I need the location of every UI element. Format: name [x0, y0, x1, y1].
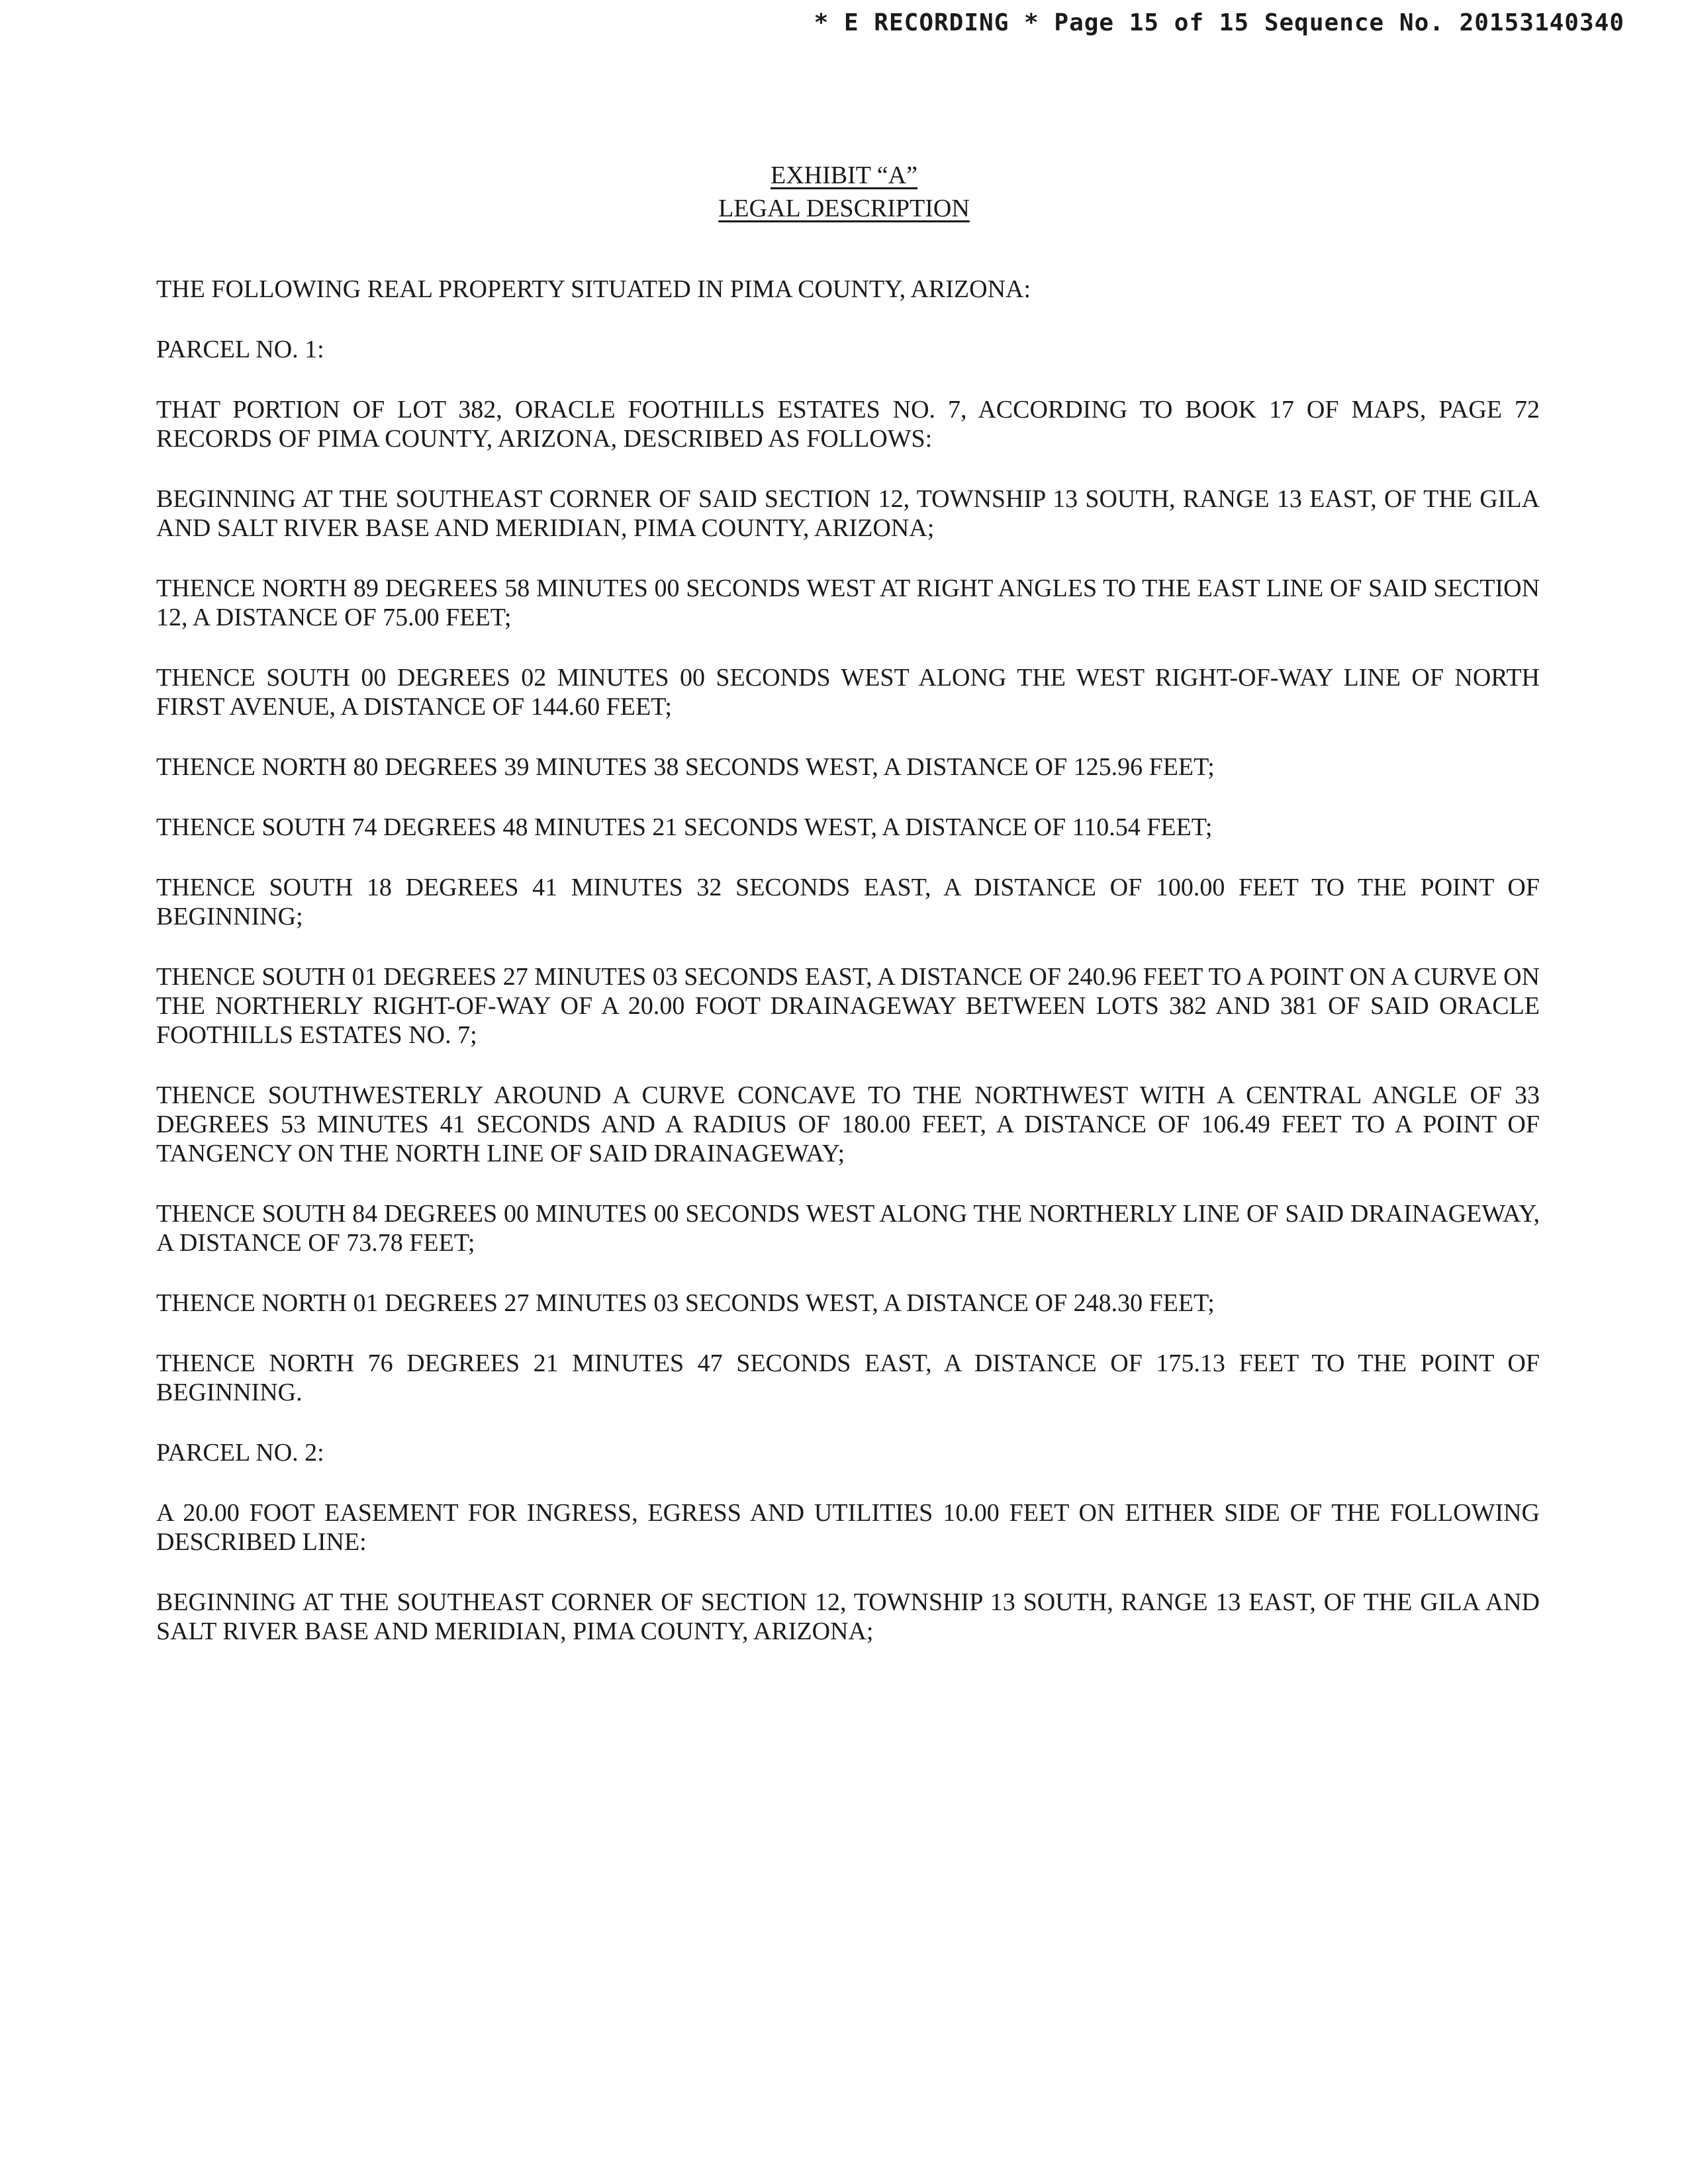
parcel-1-course-2: THENCE SOUTH 00 DEGREES 02 MINUTES 00 SECONDS WEST ALONG THE WEST RIGHT-OF-WAY LINE OF NORTH FIRST AVENUE, A DISTANCE OF 144.60 FEET;: [156, 664, 1540, 721]
exhibit-subtitle: LEGAL DESCRIPTION: [718, 195, 970, 222]
parcel-2-heading: PARCEL NO. 2:: [156, 1439, 324, 1467]
parcel-1-course-7: THENCE SOUTHWESTERLY AROUND A CURVE CONCAVE TO THE NORTHWEST WITH A CENTRAL ANGLE OF 33 DEGREES 53 MINUTES 41 SECONDS AND A RADIUS OF 180.00 FEET, A DISTANCE OF 106.49 FEET TO A POINT OF TANGENCY ON THE NORTH LINE OF SAID DRAINAGEWAY;: [156, 1081, 1540, 1167]
parcel-1-heading: PARCEL NO. 1:: [156, 336, 324, 363]
parcel-1-course-5: THENCE SOUTH 18 DEGREES 41 MINUTES 32 SECONDS EAST, A DISTANCE OF 100.00 FEET TO THE POINT OF BEGINNING;: [156, 874, 1540, 931]
parcel-1-course-6: THENCE SOUTH 01 DEGREES 27 MINUTES 03 SECONDS EAST, A DISTANCE OF 240.96 FEET TO A POINT ON A CURVE ON THE NORTHERLY RIGHT-OF-WAY OF A 20.00 FOOT DRAINAGEWAY BETWEEN LOTS 382 AND 381 OF SAID ORACLE FOOTHILLS ESTATES NO. 7;: [156, 963, 1540, 1049]
parcel-2-beginning-paragraph: BEGINNING AT THE SOUTHEAST CORNER OF SECTION 12, TOWNSHIP 13 SOUTH, RANGE 13 EAST, OF THE GILA AND SALT RIVER BASE AND MERIDIAN, PIMA COUNTY, ARIZONA;: [156, 1588, 1540, 1645]
parcel-1-course-3: THENCE NORTH 80 DEGREES 39 MINUTES 38 SECONDS WEST, A DISTANCE OF 125.96 FEET;: [156, 753, 1215, 781]
parcel-1-course-1: THENCE NORTH 89 DEGREES 58 MINUTES 00 SECONDS WEST AT RIGHT ANGLES TO THE EAST LINE OF SAID SECTION 12, A DISTANCE OF 75.00 FEET;: [156, 574, 1540, 631]
parcel-1-beginning-paragraph: BEGINNING AT THE SOUTHEAST CORNER OF SAID SECTION 12, TOWNSHIP 13 SOUTH, RANGE 13 EAST, OF THE GILA AND SALT RIVER BASE AND MERIDIAN, PIMA COUNTY, ARIZONA;: [156, 485, 1540, 542]
parcel-1-course-8: THENCE SOUTH 84 DEGREES 00 MINUTES 00 SECONDS WEST ALONG THE NORTHERLY LINE OF SAID DRAINAGEWAY, A DISTANCE OF 73.78 FEET;: [156, 1200, 1540, 1257]
exhibit-title: EXHIBIT “A”: [771, 161, 917, 189]
recording-header: * E RECORDING * Page 15 of 15 Sequence No. 20153140340: [814, 9, 1624, 36]
intro-paragraph: THE FOLLOWING REAL PROPERTY SITUATED IN PIMA COUNTY, ARIZONA:: [156, 275, 1031, 303]
legal-description-body: [156, 275, 1540, 1677]
parcel-1-course-9: THENCE NORTH 01 DEGREES 27 MINUTES 03 SECONDS WEST, A DISTANCE OF 248.30 FEET;: [156, 1289, 1215, 1317]
parcel-1-course-10: THENCE NORTH 76 DEGREES 21 MINUTES 47 SECONDS EAST, A DISTANCE OF 175.13 FEET TO THE POINT OF BEGINNING.: [156, 1349, 1540, 1406]
exhibit-heading: [0, 159, 1688, 225]
parcel-2-easement-paragraph: A 20.00 FOOT EASEMENT FOR INGRESS, EGRESS AND UTILITIES 10.00 FEET ON EITHER SIDE OF THE FOLLOWING DESCRIBED LINE:: [156, 1499, 1540, 1556]
parcel-1-course-4: THENCE SOUTH 74 DEGREES 48 MINUTES 21 SECONDS WEST, A DISTANCE OF 110.54 FEET;: [156, 813, 1213, 841]
parcel-1-portion-paragraph: THAT PORTION OF LOT 382, ORACLE FOOTHILLS ESTATES NO. 7, ACCORDING TO BOOK 17 OF MAPS, PAGE 72 RECORDS OF PIMA COUNTY, ARIZONA, DESCRIBED AS FOLLOWS:: [156, 396, 1540, 453]
